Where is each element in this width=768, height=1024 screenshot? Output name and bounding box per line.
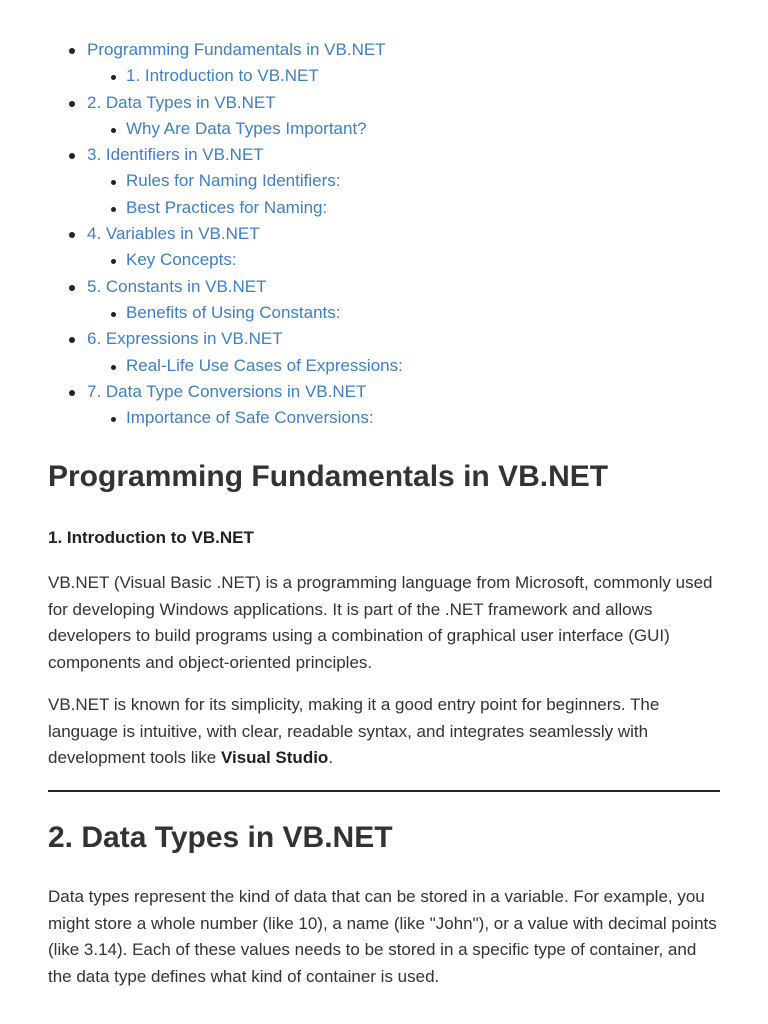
paragraph-text-end: . — [328, 748, 334, 767]
toc-link-why-data-types[interactable]: Why Are Data Types Important? — [126, 118, 367, 138]
section-heading-introduction: 1. Introduction to VB.NET — [48, 528, 254, 547]
bullet-icon — [69, 101, 75, 107]
bullet-icon — [111, 207, 116, 212]
horizontal-rule — [48, 790, 720, 792]
paragraph-introduction: VB.NET (Visual Basic .NET) is a programming language from Microsoft, commonly used for developing Windows applications. It is part of the .NET framework and allows developers to build programs using a combination of graphical user interface (GUI) components and object-oriented principles. — [48, 573, 713, 672]
bullet-icon — [111, 128, 116, 133]
bullet-icon — [111, 417, 116, 422]
bold-visual-studio: Visual Studio — [220, 748, 329, 767]
toc-link-safe-conversions[interactable]: Importance of Safe Conversions: — [126, 408, 374, 428]
toc-link-best-practices[interactable]: Best Practices for Naming: — [126, 197, 328, 217]
toc-link-key-concepts[interactable]: Key Concepts: — [126, 250, 237, 270]
bullet-icon — [69, 232, 75, 238]
toc-link-identifiers[interactable]: 3. Identifiers in VB.NET — [87, 145, 264, 165]
section-heading-data-types: 2. Data Types in VB.NET — [48, 821, 393, 854]
bullet-icon — [69, 390, 75, 396]
toc-link-naming-rules[interactable]: Rules for Naming Identifiers: — [126, 171, 341, 191]
toc-link-introduction[interactable]: 1. Introduction to VB.NET — [126, 66, 319, 86]
toc-link-conversions[interactable]: 7. Data Type Conversions in VB.NET — [87, 381, 367, 401]
toc-link-constants[interactable]: 5. Constants in VB.NET — [87, 276, 267, 296]
bullet-icon — [69, 48, 75, 54]
bullet-icon — [69, 337, 75, 343]
bullet-icon — [111, 180, 116, 185]
toc-link-data-types[interactable]: 2. Data Types in VB.NET — [87, 92, 276, 112]
toc-link-use-cases[interactable]: Real-Life Use Cases of Expressions: — [126, 355, 403, 375]
toc-link-benefits-constants[interactable]: Benefits of Using Constants: — [126, 302, 341, 322]
bullet-icon — [111, 259, 116, 264]
bullet-icon — [111, 365, 116, 370]
bullet-icon — [69, 153, 75, 159]
toc-link-variables[interactable]: 4. Variables in VB.NET — [87, 224, 260, 244]
bullet-icon — [69, 285, 75, 291]
page-title: Programming Fundamentals in VB.NET — [48, 460, 609, 493]
bullet-icon — [111, 75, 116, 80]
bullet-icon — [111, 312, 116, 317]
paragraph-text: VB.NET is known for its simplicity, making it a good entry point for beginners. The language is intuitive, with clear, readable syntax, and integrates seamlessly with development tools like — [48, 695, 660, 767]
paragraph-simplicity — [48, 692, 720, 772]
toc-link-expressions[interactable]: 6. Expressions in VB.NET — [87, 329, 283, 349]
toc-link-programming-fundamentals[interactable]: Programming Fundamentals in VB.NET — [87, 40, 386, 59]
paragraph-data-types: Data types represent the kind of data that can be stored in a variable. For example, you might store a whole number (like 10), a name (like "John"), or a value with decimal points (like 3.14). Each of these values needs to be stored in a specific type of container, and the data type defines what kind of container is used. — [48, 887, 717, 986]
